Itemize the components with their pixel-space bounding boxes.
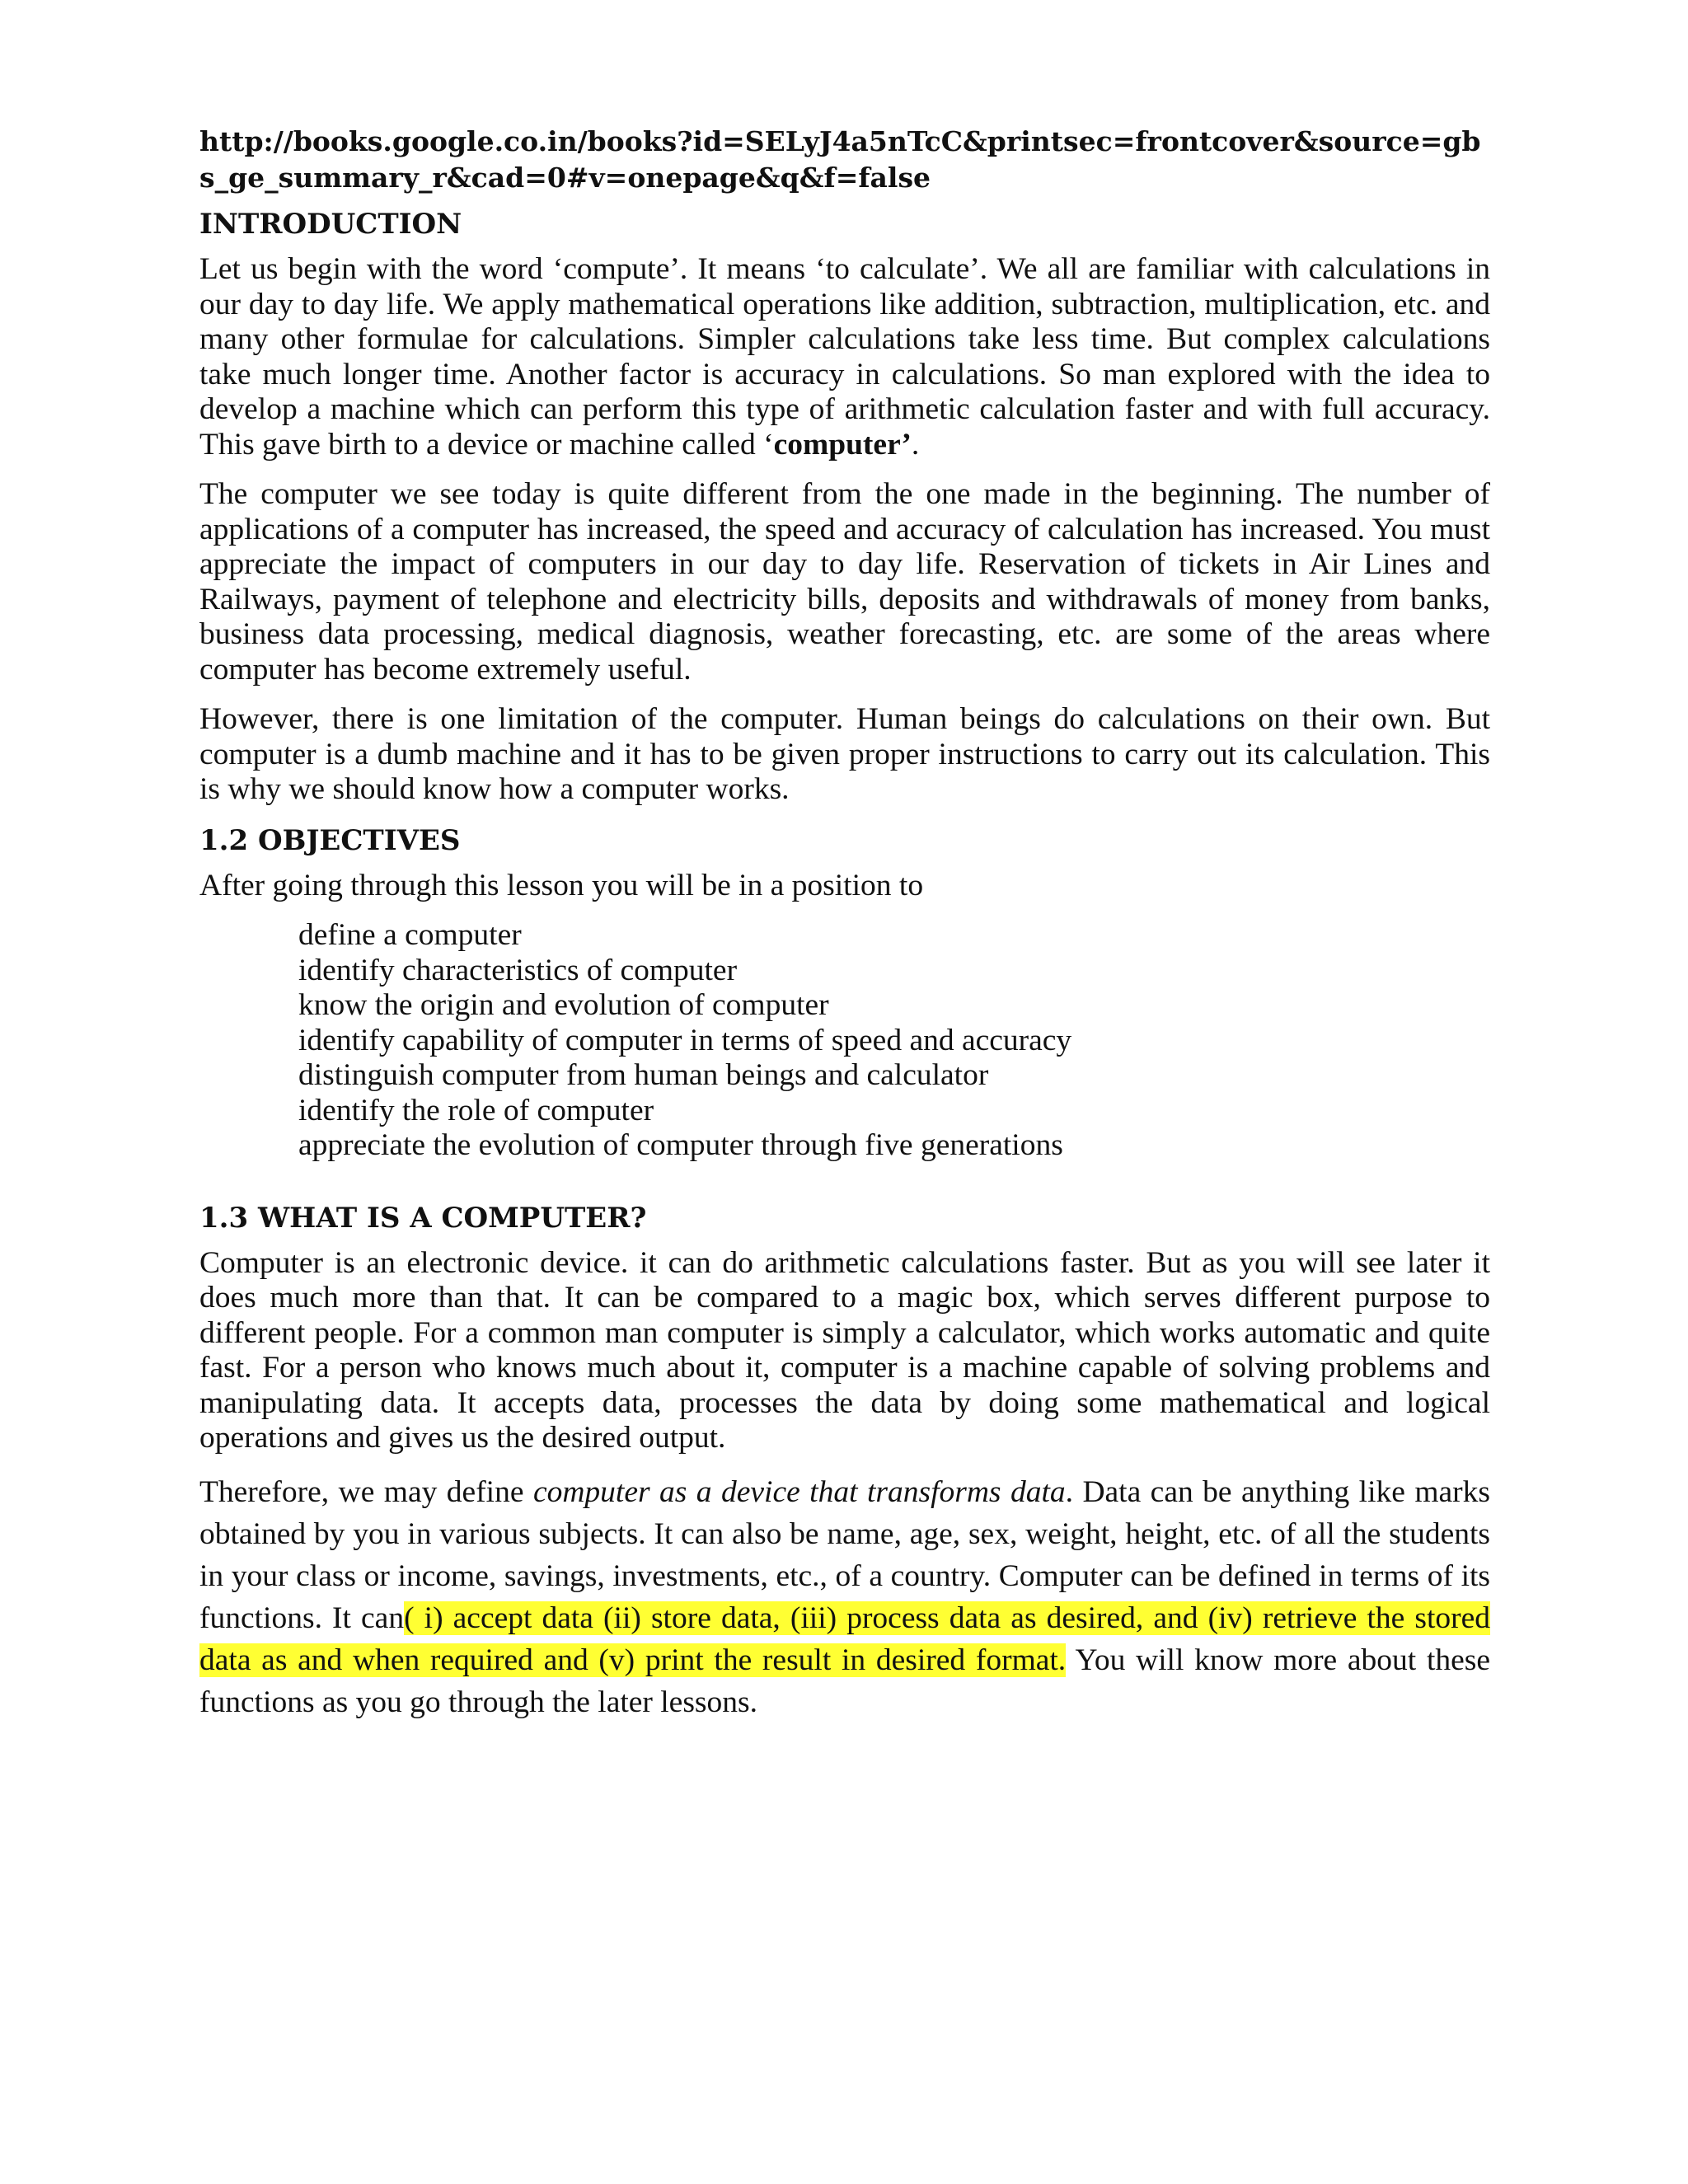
objective-item: know the origin and evolution of computer (298, 988, 829, 1022)
objective-item: distinguish computer from human beings and calculator (298, 1058, 989, 1092)
introduction-paragraph-1 (199, 252, 1490, 462)
document-page (199, 124, 1490, 1738)
what-is-paragraph-2 (199, 1471, 1490, 1723)
what-is-paragraph-2-mid: . Data can be anything like marks obtained by you in various subjects. It can also be name, age, sex, weight, height, etc. of all the students in your class or income, savings, investments, etc., of a country. Computer can be defined in terms of its functions. It can (199, 1474, 1490, 1635)
objective-item: identify the role of computer (298, 1093, 654, 1127)
objectives-heading: 1.2 OBJECTIVES (199, 823, 461, 857)
objective-item: identify capability of computer in terms of speed and accuracy (298, 1023, 1072, 1057)
introduction-paragraph-2: The computer we see today is quite different from the one made in the beginning. The number of applications of a computer has increased, the speed and accuracy of calculation has increased. You must appreciate the impact of computers in our day to day life. Reservation of tickets in Air Lines and Railways, payment of telephone and electricity bills, deposits and withdrawals of money from banks, business data processing, medical diagnosis, weather forecasting, etc. are some of the areas where computer has become extremely useful. (199, 477, 1490, 687)
objective-item: define a computer (298, 918, 522, 952)
highlighted-functions: ( i) accept data (ii) store data, (iii) process data as desired, and (iv) retrieve the stored data as and when required and (v) print the result in desired format. (199, 1601, 1490, 1677)
objective-item: identify characteristics of computer (298, 953, 738, 987)
objectives-list (199, 918, 1490, 1164)
objectives-lead: After going through this lesson you will be in a position to (199, 868, 924, 902)
introduction-paragraph-1-text: Let us begin with the word ‘compute’. It means ‘to calculate’. We all are familiar with calculations in our day to day life. We apply mathematical operations like addition, subtraction, multiplication, etc. and many other formulae for calculations. Simpler calculations take less time. But complex calculations take much longer time. Another factor is accuracy in calculations. So man explored with the idea to develop a machine which can perform this type of arithmetic calculation faster and with full accuracy. This gave birth to a device or machine called ‘ (199, 252, 1490, 462)
source-url: http://books.google.co.in/books?id=SELyJ4a5nTcC&printsec=frontcover&source=gbs_ge_summary_r&cad=0#v=onepage&q&f=false (199, 125, 1481, 194)
what-is-computer-heading: 1.3 WHAT IS A COMPUTER? (199, 1201, 647, 1235)
definition-italic: computer as a device that transforms data (532, 1474, 1066, 1509)
objective-item: appreciate the evolution of computer through five generations (298, 1128, 1063, 1162)
what-is-paragraph-2-end: You will know more about these functions as you go through the later lessons. (199, 1643, 1490, 1719)
what-is-paragraph-1: Computer is an electronic device. it can do arithmetic calculations faster. But as you will see later it does much more than that. It can be compared to a magic box, which serves different purpose to different people. For a common man computer is simply a calculator, which works automatic and quite fast. For a person who knows much about it, computer is a machine capable of solving problems and manipulating data. It accepts data, processes the data by doing some mathematical and logical operations and gives us the desired output. (199, 1245, 1490, 1455)
introduction-paragraph-3: However, there is one limitation of the computer. Human beings do calculations on their own. But computer is a dumb machine and it has to be given proper instructions to carry out its calculation. This is why we should know how a computer works. (199, 702, 1490, 806)
what-is-paragraph-2-start: Therefore, we may define (199, 1474, 533, 1509)
introduction-heading: INTRODUCTION (199, 208, 462, 241)
computer-term: computer’ (773, 427, 912, 462)
introduction-paragraph-1-end: . (911, 427, 920, 462)
